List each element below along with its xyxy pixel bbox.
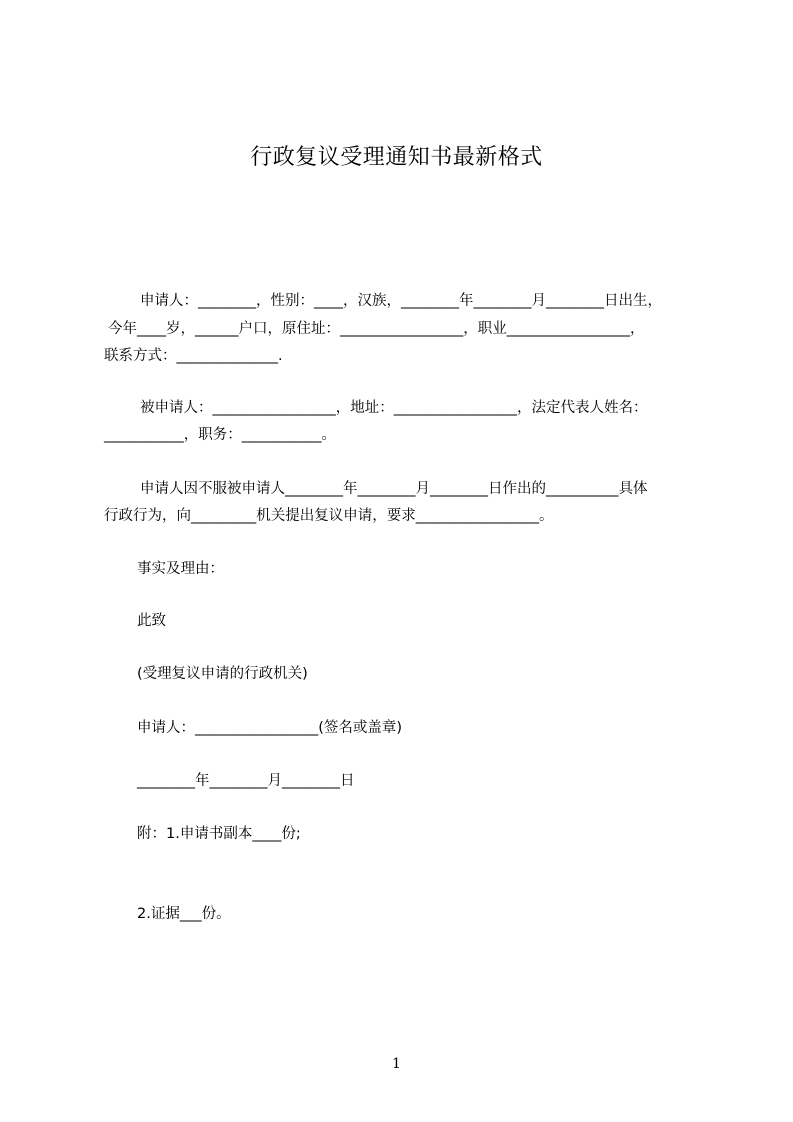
- request-line-1: 申请人因不服被申请人________年________月________日作出的__________具体: [140, 481, 648, 497]
- attachment-item-1: 附：1.申请书副本____份;: [137, 826, 301, 842]
- respondent-line-2: ___________，职务：___________。: [104, 427, 336, 443]
- document-title: 行政复议受理通知书最新格式: [250, 145, 543, 170]
- facts-label: 事实及理由：: [137, 561, 224, 577]
- applicant-line-2: 今年____岁，______户口，原住址：_________________，职业_________________，: [108, 321, 645, 337]
- request-line-2: 行政行为，向_________机关提出复议申请，要求_________________。: [104, 508, 554, 524]
- attachment-item-2: 2.证据___份。: [137, 906, 231, 922]
- recipient-note: (受理复议申请的行政机关): [137, 666, 308, 682]
- signature-line: 申请人：_________________(签名或盖章): [137, 720, 403, 736]
- applicant-line-3: 联系方式：______________.: [104, 348, 283, 364]
- respondent-line-1: 被申请人：_________________，地址：_________________，法定代表人姓名：: [140, 400, 648, 416]
- page-number: 1: [392, 1056, 401, 1072]
- date-line: ________年________月________日: [137, 773, 355, 789]
- applicant-line-1: 申请人：________，性别：____，汉族，________年________月________日出生，: [140, 293, 662, 309]
- salutation: 此致: [137, 613, 166, 629]
